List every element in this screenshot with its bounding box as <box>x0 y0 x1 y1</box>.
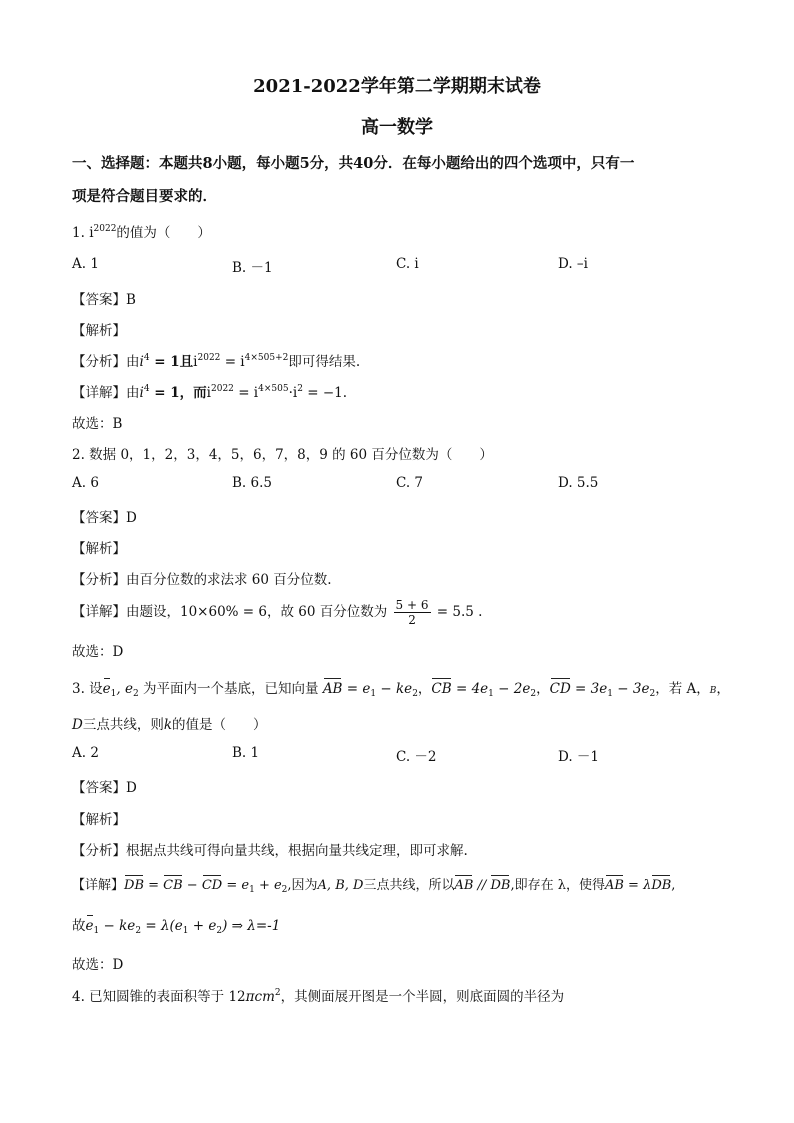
q3-answer: 【答案】D <box>72 780 137 796</box>
q1-xiangjie: 【详解】由$i^4 = 1$，而$i^{2022} = i^{4\times 505}\cdot i^2 = -1$. <box>72 384 348 401</box>
q3-xiangjie-line2: 故$e_1 - ke_2 = \lambda(e_1 + e_2)$ ⇒ λ=-1 <box>72 918 281 936</box>
q1-option-c: C. i <box>396 256 419 272</box>
q2-option-c: C. 7 <box>396 475 424 491</box>
q4-stem: 4. 已知圆锥的表面积等于 12πcm$^2$，其侧面展开图是一个半圆，则底面圆的半径为 <box>72 988 565 1005</box>
q3-option-d: D. －1 <box>558 749 600 765</box>
q1-stem: 1. $i^{2022}$的值为（ ） <box>72 224 211 241</box>
q2-option-b: B. 6.5 <box>232 475 272 491</box>
q1-fenxi: 【分析】由$i^4 = 1$且$i^{2022} = i^{4\times 505+2}$即可得结果. <box>72 353 361 370</box>
q3-stem-line1: 3. 设$e_1$, $e_2$ 为平面内一个基底，已知向量 AB = $e_1 - ke_2$，CB = $4e_1 - 2e_2$，CD = $3e_1 - 3e_2$，若 A，B， <box>72 681 730 699</box>
q1-conclusion: 故选：B <box>72 416 123 432</box>
exam-title: 2021-2022学年第二学期期末试卷 <box>253 76 541 97</box>
q3-jiexi: 【解析】 <box>72 812 126 828</box>
q3-xiangjie-line1: 【详解】DB = CB − CD = $e_1 + e_2$,因为A, B, D三点共线，所以AB // DB,即存在 λ，使得AB = λDB, <box>72 878 676 895</box>
q2-jiexi: 【解析】 <box>72 541 126 557</box>
q2-answer: 【答案】D <box>72 510 137 526</box>
q3-stem-line2: D三点共线，则k的值是（ ） <box>72 717 267 733</box>
q2-fraction: $\frac{5 + 6}{2}$ <box>395 598 429 627</box>
q1-answer: 【答案】B <box>72 292 136 308</box>
q2-stem: 2. 数据 0，1，2，3，4，5，6，7，8，9 的 60 百分位数为（ ） <box>72 447 493 463</box>
q3-fenxi: 【分析】根据点共线可得向量共线，根据向量共线定理，即可求解. <box>72 843 468 859</box>
q1-jiexi: 【解析】 <box>72 323 126 339</box>
q3-option-b: B. 1 <box>232 745 260 761</box>
q3-option-a: A. 2 <box>72 745 99 761</box>
q1-option-b: B. －1 <box>232 260 273 276</box>
q3-option-c: C. －2 <box>396 749 437 765</box>
q2-xiangjie: 【详解】由题设，10×60% = 6，故 60 百分位数为 $\frac{5 + 6}{2}$ = 5.5 . <box>72 598 483 627</box>
q2-option-a: A. 6 <box>72 475 99 491</box>
q1-option-d: D. –i <box>558 256 588 272</box>
q2-option-d: D. 5.5 <box>558 475 599 491</box>
q1-option-a: A. 1 <box>72 256 99 272</box>
exam-subtitle: 高一数学 <box>361 117 433 138</box>
q3-conclusion: 故选：D <box>72 957 124 973</box>
q2-fenxi: 【分析】由百分位数的求法求 60 百分位数. <box>72 572 332 588</box>
section-heading-line2: 项是符合题目要求的． <box>72 188 217 205</box>
section-heading-line1: 一、选择题：本题共8小题，每小题5分，共40分．在每小题给出的四个选项中，只有一 <box>72 155 635 172</box>
q2-conclusion: 故选：D <box>72 644 124 660</box>
